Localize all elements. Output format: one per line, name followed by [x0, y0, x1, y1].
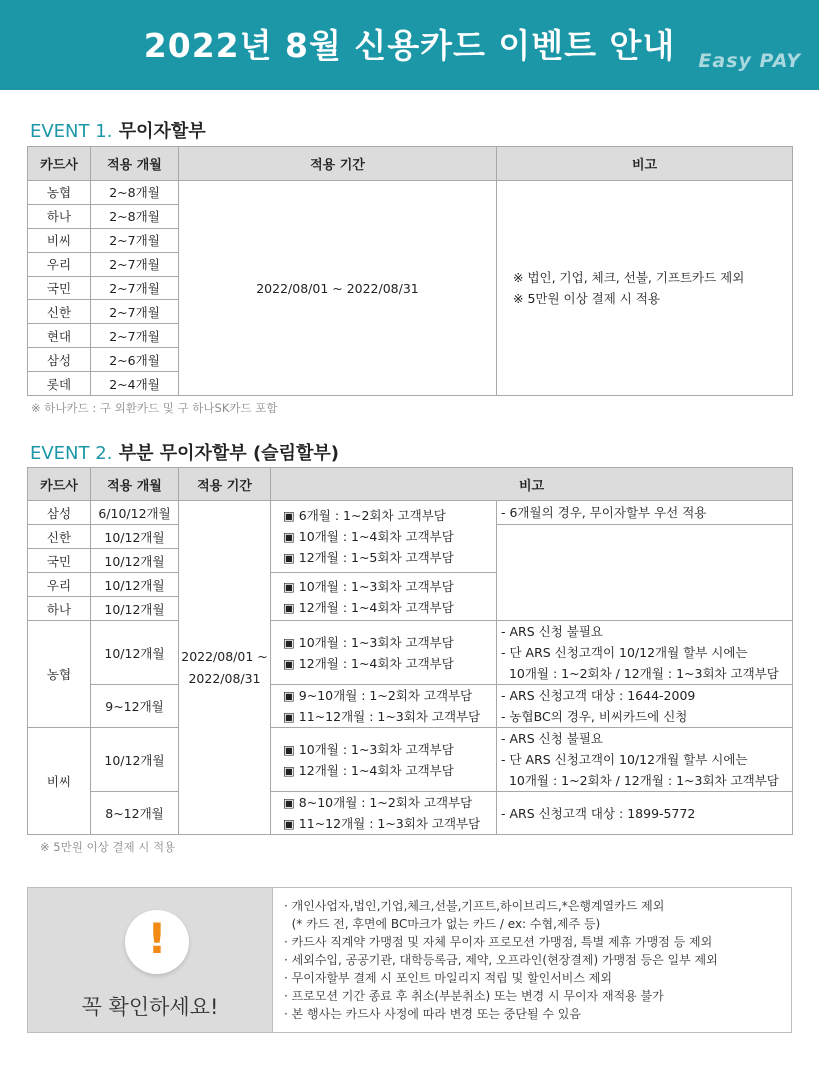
detail-cell — [271, 621, 497, 685]
event2-footnote: ※ 5만원 이상 결제 시 적용 — [40, 840, 176, 854]
months: 2~7개월 — [91, 252, 179, 276]
detail-line: ▣ 10개월 : 1~3회차 고객부담 — [283, 634, 454, 650]
card-name: 농협 — [28, 181, 91, 205]
event2-table — [27, 467, 793, 835]
card-name: 우리 — [28, 573, 91, 597]
column-header: 카드사 — [28, 147, 91, 181]
months: 2~8개월 — [91, 181, 179, 205]
months: 10/12개월 — [91, 525, 179, 549]
period-line: 2022/08/01 ~ — [181, 648, 268, 664]
remark-line: - 단 ARS 신청고객이 10/12개월 할부 시에는 — [501, 752, 748, 767]
card-name: 신한 — [28, 300, 91, 324]
detail-cell — [271, 728, 497, 792]
remark-line: 10개월 : 1~2회차 / 12개월 : 1~3회차 고객부담 — [501, 773, 779, 788]
remark-line: - 단 ARS 신청고객이 10/12개월 할부 시에는 — [501, 645, 748, 660]
event1-table — [27, 146, 793, 396]
detail-line: ▣ 12개월 : 1~5회차 고객부담 — [283, 550, 454, 565]
remark-cell: - 6개월의 경우, 무이자할부 우선 적용 — [497, 501, 793, 525]
card-name: 우리 — [28, 252, 91, 276]
months: 10/12개월 — [91, 573, 179, 597]
list-item: · 프로모션 기간 종료 후 취소(부분취소) 또는 변경 시 무이자 재적용 불가 — [284, 989, 664, 1003]
list-item: · 무이자할부 결제 시 포인트 마일리지 적립 및 할인서비스 제외 — [284, 971, 612, 985]
list-item: · 본 행사는 카드사 사정에 따라 변경 또는 중단될 수 있음 — [284, 1007, 581, 1021]
table-header-row — [28, 468, 793, 501]
notice-badge — [28, 888, 273, 1032]
page-header — [0, 0, 819, 90]
column-header: 적용 기간 — [179, 468, 271, 501]
page-title: 2022년 8월 신용카드 이벤트 안내 — [143, 26, 676, 65]
months: 2~8개월 — [91, 204, 179, 228]
event1-footnote: ※ 하나카드 : 구 외환카드 및 구 하나SK카드 포함 — [31, 401, 278, 415]
card-name: 롯데 — [28, 372, 91, 396]
detail-line: ▣ 10개월 : 1~3회차 고객부담 — [283, 578, 454, 594]
event1-title: 무이자할부 — [118, 121, 206, 142]
card-name: 농협 — [28, 621, 91, 728]
exclamation-icon: ! — [125, 910, 189, 974]
card-name: 삼성 — [28, 501, 91, 525]
card-name: 하나 — [28, 597, 91, 621]
detail-line: ▣ 11~12개월 : 1~3회차 고객부담 — [283, 709, 481, 724]
period — [179, 501, 271, 835]
card-name: 삼성 — [28, 348, 91, 372]
remark-line: - ARS 신청고객 대상 : 1644-2009 — [501, 688, 696, 703]
card-name: 비씨 — [28, 728, 91, 835]
remark-line: - ARS 신청 불필요 — [501, 731, 603, 746]
column-header: 비고 — [271, 468, 793, 501]
months: 10/12개월 — [91, 621, 179, 685]
remark-cell-empty — [497, 525, 793, 621]
months: 10/12개월 — [91, 728, 179, 792]
remark-cell: - ARS 신청고객 대상 : 1899-5772 — [497, 792, 793, 835]
card-name: 국민 — [28, 276, 91, 300]
detail-line: ▣ 10개월 : 1~4회차 고객부담 — [283, 529, 454, 544]
column-header: 적용 개월 — [91, 147, 179, 181]
remark-cell — [497, 685, 793, 728]
detail-line: ▣ 12개월 : 1~4회차 고객부담 — [283, 762, 454, 778]
remark-line: ※ 법인, 기업, 체크, 선불, 기프트카드 제외 — [513, 270, 745, 285]
card-name: 신한 — [28, 525, 91, 549]
table-row — [28, 501, 793, 525]
period-line: 2022/08/31 — [188, 670, 261, 686]
remark-line: - 농협BC의 경우, 비씨카드에 신청 — [501, 709, 688, 724]
event2-label: EVENT 2. — [30, 443, 113, 464]
remark-line: - ARS 신청 불필요 — [501, 624, 603, 639]
card-name: 국민 — [28, 549, 91, 573]
remark-line: 10개월 : 1~2회차 / 12개월 : 1~3회차 고객부담 — [501, 666, 779, 681]
event1-label: EVENT 1. — [30, 121, 113, 142]
months: 2~7개월 — [91, 276, 179, 300]
months: 6/10/12개월 — [91, 501, 179, 525]
table-row — [28, 181, 793, 205]
months: 2~7개월 — [91, 300, 179, 324]
event2-title: 부분 무이자할부 (슬림할부) — [118, 443, 339, 464]
table-row — [28, 685, 793, 728]
detail-line: ▣ 6개월 : 1~2회차 고객부담 — [283, 508, 446, 523]
table-row — [28, 792, 793, 835]
remark-cell — [497, 621, 793, 685]
months: 2~6개월 — [91, 348, 179, 372]
detail-line: ▣ 12개월 : 1~4회차 고객부담 — [283, 599, 454, 615]
months: 10/12개월 — [91, 597, 179, 621]
column-header: 비고 — [497, 147, 793, 181]
detail-cell — [271, 685, 497, 728]
list-item: · 카드사 직계약 가맹점 및 자체 무이자 프로모션 가맹점, 특별 제휴 가맹점 등 제외 — [284, 935, 713, 949]
remark-cell — [497, 728, 793, 792]
remarks — [497, 181, 793, 396]
period: 2022/08/01 ~ 2022/08/31 — [179, 181, 497, 396]
list-item: · 개인사업자,법인,기업,체크,선불,기프트,하이브리드,*은행계열카드 제외 — [284, 899, 665, 913]
months: 10/12개월 — [91, 549, 179, 573]
detail-cell — [271, 501, 497, 573]
list-item: · 세외수입, 공공기관, 대학등록금, 제약, 오프라인(현장결제) 가맹점 등은 일부 제외 — [284, 953, 718, 967]
detail-line: ▣ 9~10개월 : 1~2회차 고객부담 — [283, 688, 473, 703]
months: 2~4개월 — [91, 372, 179, 396]
card-name: 비씨 — [28, 228, 91, 252]
detail-line: ▣ 12개월 : 1~4회차 고객부담 — [283, 655, 454, 671]
detail-line: ▣ 11~12개월 : 1~3회차 고객부담 — [283, 816, 481, 831]
table-row — [28, 621, 793, 685]
card-name: 현대 — [28, 324, 91, 348]
column-header: 적용 기간 — [179, 147, 497, 181]
months: 2~7개월 — [91, 228, 179, 252]
card-name: 하나 — [28, 204, 91, 228]
event1-heading — [30, 117, 206, 143]
easypay-logo: Easy PAY — [698, 50, 801, 72]
months: 2~7개월 — [91, 324, 179, 348]
detail-cell — [271, 573, 497, 621]
notice-list — [284, 897, 718, 1023]
detail-cell — [271, 792, 497, 835]
months: 8~12개월 — [91, 792, 179, 835]
column-header: 적용 개월 — [91, 468, 179, 501]
detail-line: ▣ 10개월 : 1~3회차 고객부담 — [283, 741, 454, 757]
list-item: (* 카드 전, 후면에 BC마크가 없는 카드 / ex: 수협,제주 등) — [284, 917, 601, 931]
event2-heading — [30, 439, 339, 465]
notice-label: 꼭 확인하세요! — [81, 995, 219, 1019]
remark-line: ※ 5만원 이상 결제 시 적용 — [513, 291, 660, 306]
notice-box — [27, 887, 792, 1033]
table-header-row — [28, 147, 793, 181]
detail-line: ▣ 8~10개월 : 1~2회차 고객부담 — [283, 795, 473, 810]
months: 9~12개월 — [91, 685, 179, 728]
column-header: 카드사 — [28, 468, 91, 501]
table-row — [28, 728, 793, 792]
